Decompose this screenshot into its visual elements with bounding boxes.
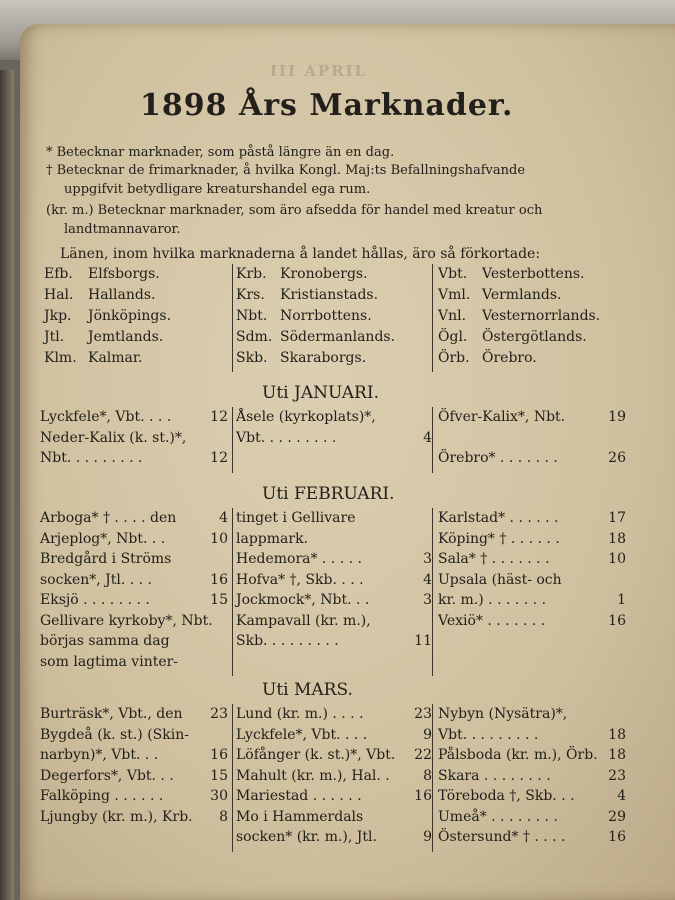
- market-date: 8: [423, 767, 432, 784]
- abbr-key: Hal.: [44, 287, 74, 303]
- abbr-county: Jemtlands.: [88, 329, 164, 345]
- county-abbreviation: [236, 266, 368, 282]
- market-date: 10: [608, 551, 626, 567]
- market-date: 4: [423, 571, 432, 588]
- county-abbreviation: [438, 266, 584, 282]
- column-divider: [432, 407, 433, 473]
- abbr-county: Kalmar.: [88, 350, 143, 366]
- month-heading: Uti FEBRUARI.: [262, 484, 395, 504]
- market-date: 23: [210, 706, 228, 722]
- abbr-key: Skb.: [236, 350, 268, 366]
- month-heading: Uti MARS.: [262, 680, 353, 700]
- county-abbreviation: [44, 350, 143, 366]
- market-entry: Upsala (häst- och: [438, 571, 562, 588]
- market-date: 29: [608, 808, 626, 825]
- legend-line: (kr. m.) Betecknar marknader, som äro afsedda för handel med kreatur och: [46, 203, 543, 218]
- faint-header-bleedthrough: III APRIL: [270, 62, 368, 80]
- market-entry: börjas samma dag: [40, 633, 170, 649]
- abbr-key: Krs.: [236, 287, 265, 303]
- market-entry: Löfånger (k. st.)*, Vbt.: [236, 747, 396, 763]
- market-entry: Jockmock*, Nbt. . .: [236, 592, 370, 608]
- abbr-key: Jkp.: [44, 308, 72, 324]
- abbr-county: Vermlands.: [482, 287, 562, 303]
- county-abbreviation: [438, 287, 562, 303]
- market-entry: som lagtima vinter-: [40, 653, 179, 670]
- abbr-county: Kronobergs.: [280, 266, 368, 282]
- market-entry: Mo i Hammerdals: [236, 808, 364, 825]
- abbr-county: Kristianstads.: [280, 287, 379, 303]
- market-entry: Skb. . . . . . . . .: [236, 633, 339, 649]
- market-entry: Vbt. . . . . . . . .: [236, 429, 337, 446]
- market-date: 16: [608, 829, 626, 845]
- county-abbreviation: [236, 329, 395, 345]
- market-date: 16: [414, 788, 432, 804]
- county-abbreviation: [44, 329, 163, 345]
- market-entry: Vbt. . . . . . . . .: [438, 726, 539, 743]
- abbr-key: Örb.: [438, 350, 470, 366]
- market-date: 3: [423, 592, 432, 608]
- market-entry: Burträsk*, Vbt., den: [40, 706, 183, 722]
- market-entry: socken*, Jtl. . . .: [40, 571, 153, 588]
- county-abbreviation: [438, 350, 537, 366]
- abbr-key: Vnl.: [438, 308, 467, 324]
- market-date: 18: [608, 726, 626, 743]
- column-divider: [232, 264, 233, 372]
- market-date: 22: [414, 747, 432, 763]
- legend-line: * Betecknar marknader, som påstå längre än en dag.: [46, 145, 395, 160]
- market-entry: Arjeplog*, Nbt. . .: [40, 530, 166, 547]
- legend-line: uppgifvit betydligare kreaturshandel ega rum.: [64, 182, 371, 197]
- market-entry: Neder-Kalix (k. st.)*,: [40, 429, 187, 446]
- column-divider: [432, 508, 433, 676]
- market-entry: Örebro* . . . . . . .: [438, 450, 558, 466]
- legend-line: Länen, inom hvilka marknaderna å landet hållas, äro så förkortade:: [60, 246, 541, 262]
- market-entry: tinget i Gellivare: [236, 510, 356, 526]
- market-date: 8: [219, 808, 228, 825]
- abbr-county: Hallands.: [88, 287, 156, 303]
- market-entry: Karlstad* . . . . . .: [438, 510, 559, 526]
- market-entry: narbyn)*, Vbt. . .: [40, 747, 159, 763]
- column-divider: [432, 264, 433, 372]
- market-entry: Ljungby (kr. m.), Krb.: [40, 808, 193, 825]
- market-entry: Köping* † . . . . . .: [438, 530, 560, 547]
- abbr-county: Vesternorrlands.: [482, 308, 601, 324]
- market-entry: Falköping . . . . . .: [40, 788, 164, 804]
- market-entry: Hofva* †, Skb. . . .: [236, 571, 364, 588]
- market-entry: Bygdeå (k. st.) (Skin-: [40, 726, 189, 743]
- market-entry: Mariestad . . . . . .: [236, 788, 362, 804]
- column-divider: [232, 407, 233, 473]
- abbr-key: Nbt.: [236, 308, 268, 324]
- market-entry: Kampavall (kr. m.),: [236, 612, 371, 629]
- market-date: 23: [414, 706, 432, 722]
- market-entry: socken* (kr. m.), Jtl.: [236, 829, 377, 845]
- legend-line: † Betecknar de frimarknader, å hvilka Kongl. Maj:ts Befallningshafvande: [46, 163, 526, 178]
- market-entry: Gellivare kyrkoby*, Nbt.: [40, 612, 213, 629]
- market-date: 26: [608, 450, 626, 466]
- county-abbreviation: [236, 308, 372, 324]
- abbr-key: Jtl.: [44, 329, 65, 345]
- book-spine: [0, 70, 14, 900]
- market-entry: kr. m.) . . . . . . .: [438, 592, 547, 608]
- page-title: 1898 Års Marknader.: [140, 88, 514, 123]
- abbr-county: Skaraborgs.: [280, 350, 367, 366]
- county-abbreviation: [44, 266, 160, 282]
- market-entry: Lyckfele*, Vbt. . . .: [40, 409, 172, 425]
- market-entry: Åsele (kyrkoplats)*,: [236, 409, 376, 425]
- market-entry: Vexiö* . . . . . . .: [438, 612, 546, 629]
- market-entry: Öfver-Kalix*, Nbt.: [438, 409, 566, 425]
- market-entry: Töreboda †, Skb. . .: [438, 788, 575, 804]
- market-entry: Nbt. . . . . . . . .: [40, 450, 143, 466]
- abbr-county: Vesterbottens.: [482, 266, 585, 282]
- abbr-key: Vbt.: [438, 266, 468, 282]
- market-date: 17: [608, 510, 626, 526]
- market-date: 18: [608, 747, 626, 763]
- market-date: 19: [608, 409, 626, 425]
- abbr-county: Norrbottens.: [280, 308, 372, 324]
- market-date: 30: [210, 788, 228, 804]
- market-entry: Östersund* † . . . .: [438, 829, 566, 845]
- market-date: 4: [219, 510, 228, 526]
- market-entry: Lund (kr. m.) . . . .: [236, 706, 364, 722]
- market-date: 9: [423, 726, 432, 743]
- market-entry: Degerfors*, Vbt. . .: [40, 767, 174, 784]
- market-date: 18: [608, 530, 626, 547]
- market-entry: Eksjö . . . . . . . .: [40, 592, 150, 608]
- market-date: 4: [423, 429, 432, 446]
- county-abbreviation: [438, 308, 600, 324]
- abbr-county: Jönköpings.: [88, 308, 172, 324]
- county-abbreviation: [236, 287, 378, 303]
- market-entry: Umeå* . . . . . . . .: [438, 808, 558, 825]
- market-date: 12: [210, 450, 228, 466]
- market-date: 16: [608, 612, 626, 629]
- month-heading: Uti JANUARI.: [262, 383, 379, 403]
- abbr-county: Östergötlands.: [482, 329, 587, 345]
- abbr-key: Klm.: [44, 350, 77, 366]
- abbr-county: Elfsborgs.: [88, 266, 160, 282]
- market-date: 10: [210, 530, 228, 547]
- market-entry: Mahult (kr. m.), Hal. .: [236, 767, 390, 784]
- column-divider: [232, 508, 233, 676]
- abbr-key: Sdm.: [236, 329, 273, 345]
- abbr-key: Krb.: [236, 266, 267, 282]
- column-divider: [432, 704, 433, 852]
- market-date: 23: [608, 767, 626, 784]
- abbr-key: Efb.: [44, 266, 73, 282]
- market-date: 3: [423, 551, 432, 567]
- market-date: 16: [210, 747, 228, 763]
- abbr-key: Ögl.: [438, 329, 468, 345]
- market-entry: Lyckfele*, Vbt. . . .: [236, 726, 368, 743]
- market-date: 1: [617, 592, 626, 608]
- county-abbreviation: [236, 350, 366, 366]
- abbr-county: Södermanlands.: [280, 329, 396, 345]
- legend-line: landtmannavaror.: [64, 222, 181, 237]
- market-date: 4: [617, 788, 626, 804]
- abbr-county: Örebro.: [482, 350, 537, 366]
- column-divider: [232, 704, 233, 852]
- market-date: 12: [210, 409, 228, 425]
- county-abbreviation: [44, 287, 155, 303]
- market-date: 15: [210, 767, 228, 784]
- market-entry: Bredgård i Ströms: [40, 551, 172, 567]
- market-entry: lappmark.: [236, 530, 308, 547]
- market-entry: Nybyn (Nysätra)*,: [438, 706, 568, 722]
- market-date: 9: [423, 829, 432, 845]
- market-entry: Skara . . . . . . . .: [438, 767, 551, 784]
- market-date: 16: [210, 571, 228, 588]
- abbr-key: Vml.: [438, 287, 471, 303]
- market-date: 11: [414, 633, 432, 649]
- market-entry: Pålsboda (kr. m.), Örb.: [438, 747, 598, 763]
- market-entry: Sala* † . . . . . . .: [438, 551, 550, 567]
- market-entry: Hedemora* . . . . .: [236, 551, 362, 567]
- market-date: 15: [210, 592, 228, 608]
- market-entry: Arboga* † . . . . den: [40, 510, 177, 526]
- county-abbreviation: [438, 329, 587, 345]
- county-abbreviation: [44, 308, 171, 324]
